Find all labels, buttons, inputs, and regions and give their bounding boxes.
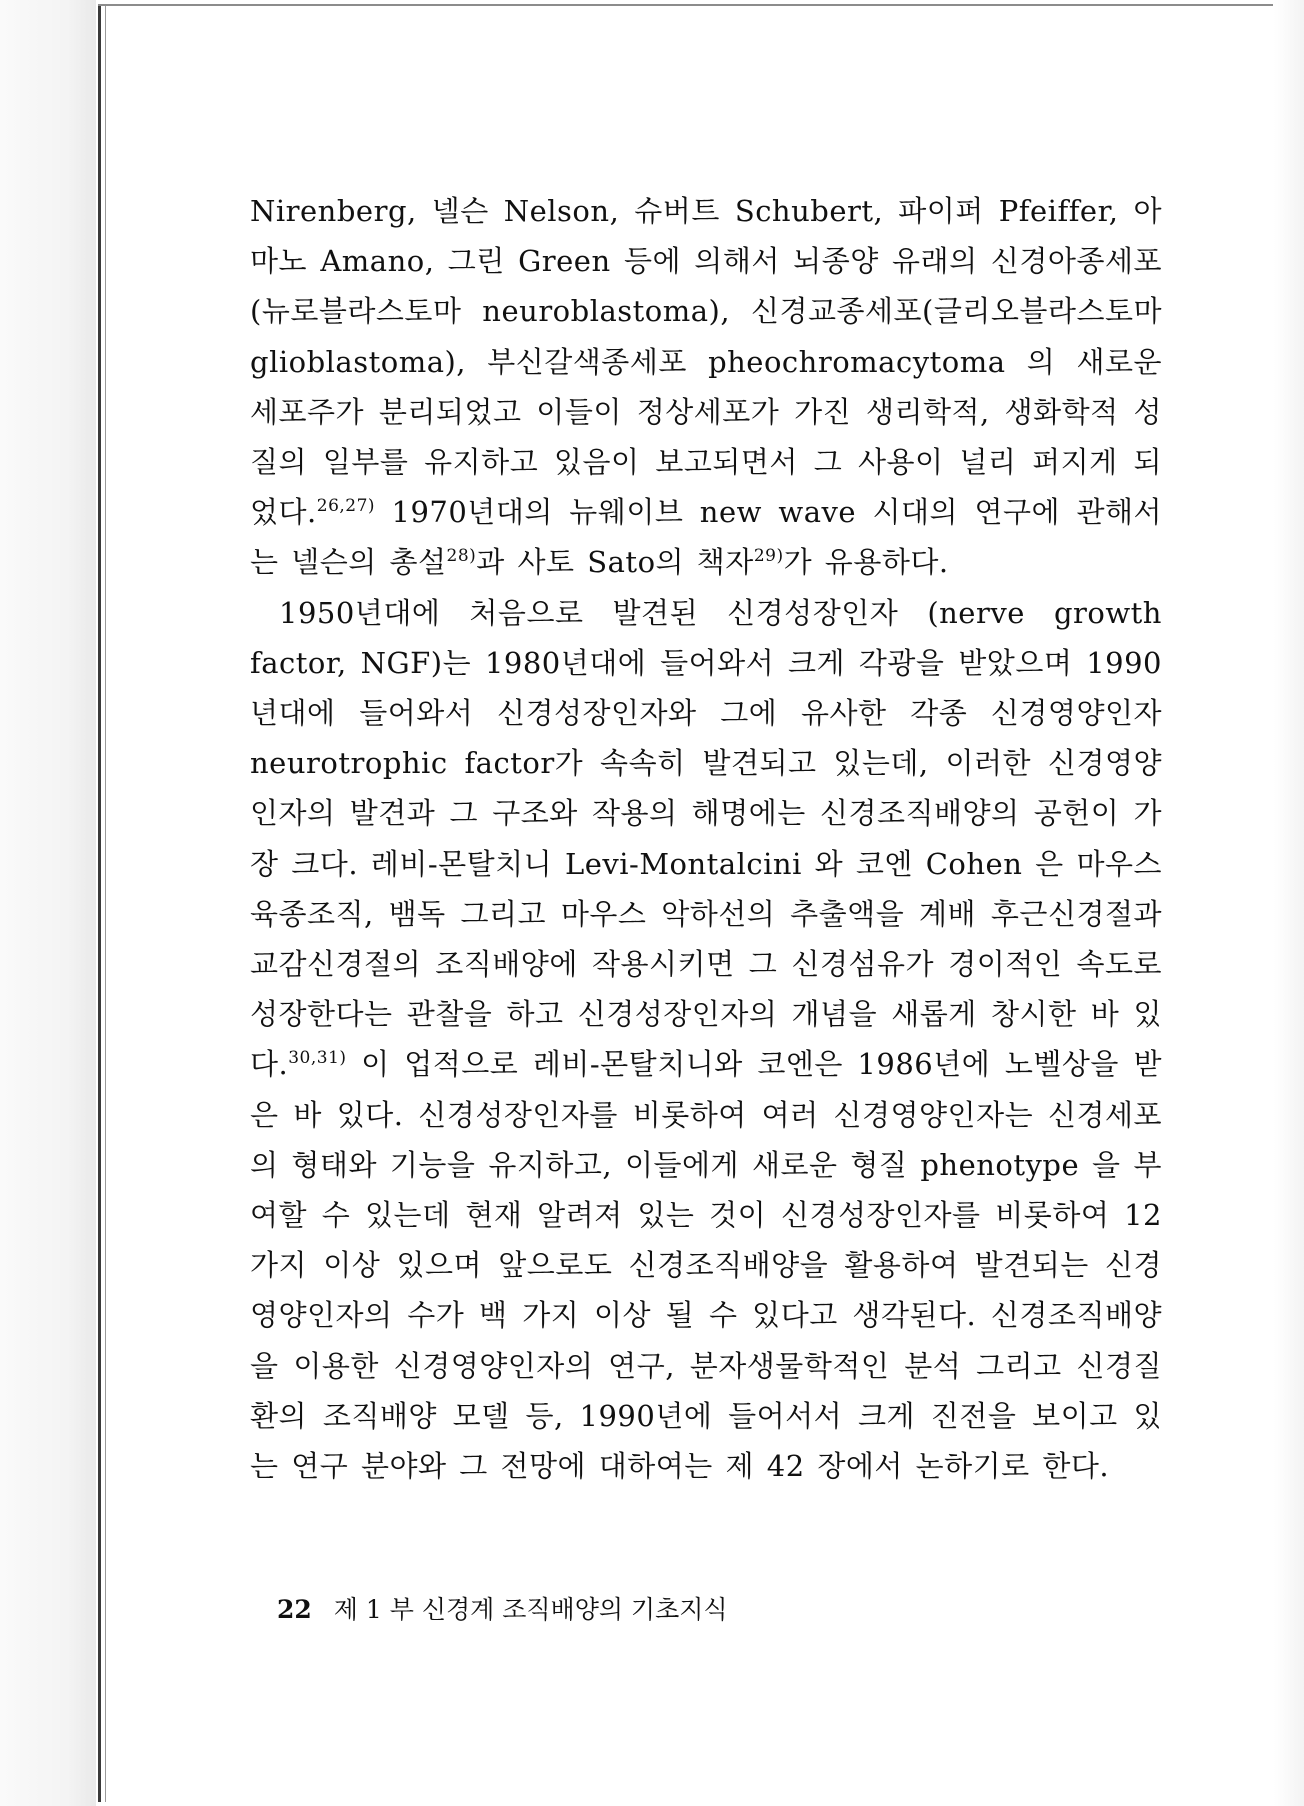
paragraph-1-text-b: 1970년대의 뉴웨이브 new wave 시대의 연구에 관해서는 넬슨의 총설 <box>250 495 1162 580</box>
page-top-border <box>98 4 1273 6</box>
paragraph-2 <box>250 588 1162 1492</box>
page-edge-inner-line <box>105 6 106 1802</box>
paragraph-1 <box>250 186 1162 588</box>
page-right-shade <box>1274 0 1304 1806</box>
paragraph-1-text-a: Nirenberg, 넬슨 Nelson, 슈버트 Schubert, 파이퍼 Pfeiffer, 아마노 Amano, 그린 Green 등에 의해서 뇌종양 유래의 신경아종세포 (뉴로블라스토마 neuroblastoma), 신경교종세포(글리오블라스토마 glioblastoma), 부신갈색종세포 pheochromacytoma 의 새로운 세포주가 분리되었고 이들이 정상세포가 가진 생리학적, 생화학적 성질의 일부를 유지하고 있음이 보고되면서 그 사용이 널리 퍼지게 되었다. <box>250 194 1162 530</box>
page-number: 22 <box>277 1595 312 1624</box>
paragraph-2-text-a: 1950년대에 처음으로 발견된 신경성장인자 (nerve growth factor, NGF)는 1980년대에 들어와서 크게 각광을 받았으며 1990년대에 들어와서 신경성장인자와 그에 유사한 각종 신경영양인자 neurotrophic factor가 속속히 발견되고 있는데, 이러한 신경영양인자의 발견과 그 구조와 작용의 해명에는 신경조직배양의 공헌이 가장 크다. 레비-몬탈치니 Levi-Montalcini 와 코엔 Cohen 은 마우스 육종조직, 뱀독 그리고 마우스 악하선의 추출액을 계배 후근신경절과 교감신경절의 조직배양에 작용시키면 그 신경섬유가 경이적인 속도로 성장한다는 관찰을 하고 신경성장인자의 개념을 새롭게 창시한 바 있다. <box>250 595 1162 1082</box>
paragraph-1-text-c: 과 사토 Sato의 책자 <box>476 545 754 580</box>
running-head: 제 1 부 신경계 조직배양의 기초지식 <box>333 1595 728 1624</box>
body-text <box>250 186 1162 1491</box>
page-footer <box>277 1590 728 1626</box>
paragraph-1-text-d: 가 유용하다. <box>783 545 949 580</box>
page-edge-line <box>98 6 101 1802</box>
reference-30-31: 30,31) <box>288 1048 347 1069</box>
page-gutter <box>0 0 96 1806</box>
reference-29: 29) <box>753 546 784 567</box>
reference-26-27: 26,27) <box>316 496 376 517</box>
reference-28: 28) <box>446 546 477 567</box>
paragraph-2-text-b: 이 업적으로 레비-몬탈치니와 코엔은 1986년에 노벨상을 받은 바 있다. 신경성장인자를 비롯하여 여러 신경영양인자는 신경세포의 형태와 기능을 유지하고, 이들에게 새로운 형질 phenotype 을 부여할 수 있는데 현재 알려져 있는 것이 신경성장인자를 비롯하여 12가지 이상 있으며 앞으로도 신경조직배양을 활용하여 발견되는 신경영양인자의 수가 백 가지 이상 될 수 있다고 생각된다. 신경조직배양을 이용한 신경영양인자의 연구, 분자생물학적인 분석 그리고 신경질환의 조직배양 모델 등, 1990년에 들어서서 크게 진전을 보이고 있는 연구 분야와 그 전망에 대하여는 제 42 장에서 논하기로 한다. <box>250 1047 1162 1484</box>
